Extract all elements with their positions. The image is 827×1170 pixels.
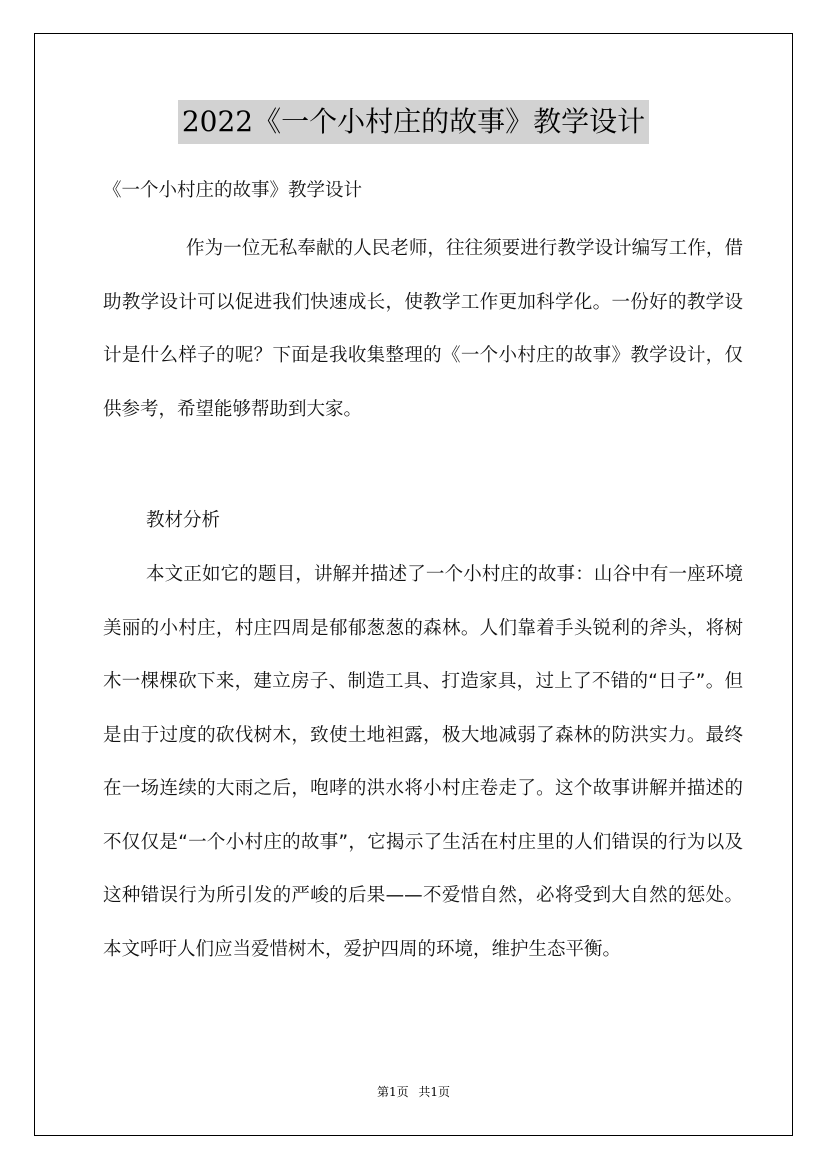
document-title: 2022《一个小村庄的故事》教学设计 bbox=[178, 100, 649, 144]
document-subtitle: 《一个小村庄的故事》教学设计 bbox=[103, 180, 363, 201]
page-number: 第1页 bbox=[376, 1085, 409, 1099]
section-paragraph: 本文正如它的题目，讲解并描述了一个小村庄的故事：山谷中有一座环境美丽的小村庄，村庄四周是郁郁葱葱的森林。人们靠着手头锐利的斧头，将树木一棵棵砍下来，建立房子、制造工具、打造家具，过上了不错的“日子”。但是由于过度的砍伐树木，致使土地袒露，极大地减弱了森林的防洪实力。最终在一场连续的大雨之后，咆哮的洪水将小村庄卷走了。这个故事讲解并描述的不仅仅是“一个小村庄的故事”，它揭示了生活在村庄里的人们错误的行为以及这种错误行为所引发的严峻的后果——不爱惜自然，必将受到大自然的惩处。本文呼吁人们应当爱惜树木，爱护四周的环境，维护生态平衡。 bbox=[103, 564, 743, 960]
section-heading: 教材分析 bbox=[146, 510, 221, 531]
title-container bbox=[0, 100, 827, 144]
page-total: 共1页 bbox=[418, 1085, 451, 1099]
page-footer bbox=[0, 1083, 827, 1100]
intro-paragraph: 作为一位无私奉献的人民老师，往往须要进行教学设计编写工作，借助教学设计可以促进我们快速成长，使教学工作更加科学化。一份好的教学设计是什么样子的呢？下面是我收集整理的《一个小村庄的故事》教学设计，仅供参考，希望能够帮助到大家。 bbox=[103, 238, 743, 420]
